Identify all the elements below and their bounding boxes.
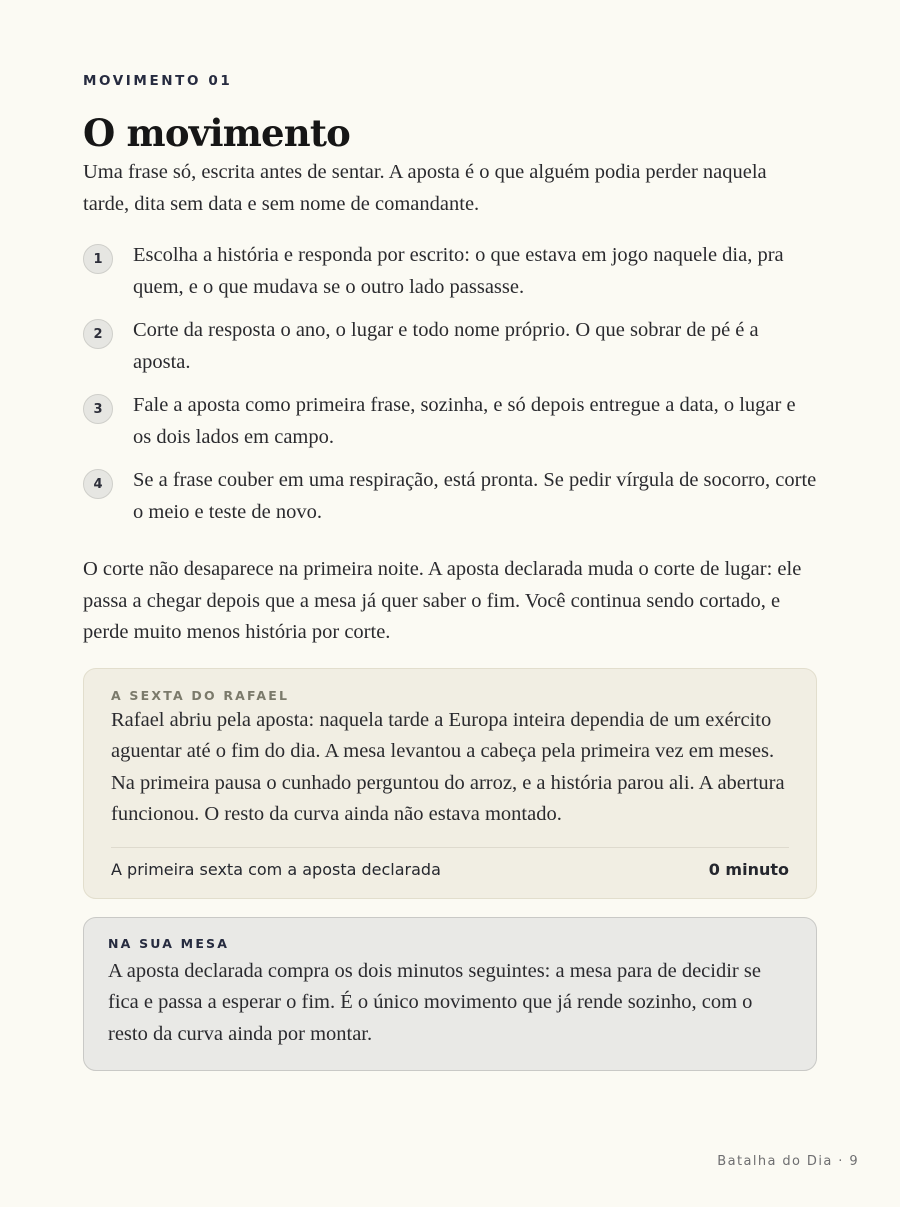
section-eyebrow: MOVIMENTO 01 [83,73,233,89]
case-study-paragraph: Na primeira pausa o cunhado perguntou do arroz, e a história parou ali. A abertura funcionou. O resto da curva ainda não estava montado. [111,771,785,825]
page-title: O movimento [83,111,351,155]
step-text: Se a frase couber em uma respiração, está pronta. Se pedir vírgula de socorro, corte o meio e teste de novo. [133,469,817,523]
case-study-footer-value: 0 minuto [708,859,789,879]
step-number-badge: 4 [83,469,113,499]
step-text: Escolha a história e responda por escrito: o que estava em jogo naquele dia, pra quem, e o que mudava se o outro lado passasse. [133,244,784,298]
step-number-badge: 2 [83,319,113,349]
case-study-paragraph: Rafael abriu pela aposta: naquela tarde a Europa inteira dependia de um exército aguentar até o fim do dia. A mesa levantou a cabeça pela primeira vez em meses. [111,708,775,762]
case-study-footer [111,847,789,879]
callout-label: NA SUA MESA [108,935,230,951]
step-number-badge: 1 [83,244,113,274]
step-number-badge: 3 [83,394,113,424]
case-study-footer-label: A primeira sexta com a aposta declarada [111,859,441,879]
step-text: Corte da resposta o ano, o lugar e todo nome próprio. O que sobrar de pé é a aposta. [133,319,759,373]
steps-list [83,240,817,528]
list-item [83,465,817,528]
list-item [83,390,817,453]
page-content [83,71,817,1071]
page-footer: Batalha do Dia · 9 [717,1154,859,1169]
case-study-label: A SEXTA DO RAFAEL [111,687,290,703]
callout-note [83,917,817,1072]
case-study-card [83,668,817,899]
list-item [83,240,817,303]
step-text: Fale a aposta como primeira frase, sozinha, e só depois entregue a data, o lugar e os dois lados em campo. [133,394,796,448]
body-paragraph: O corte não desaparece na primeira noite. A aposta declarada muda o corte de lugar: ele passa a chegar depois que a mesa já quer saber o fim. Você continua sendo cortado, e perde muito menos história por corte. [83,558,802,643]
callout-text: A aposta declarada compra os dois minutos seguintes: a mesa para de decidir se fica e passa a esperar o fim. É o único movimento que já rende sozinho, com o resto da curva ainda por montar. [108,959,761,1045]
lead-paragraph: Uma frase só, escrita antes de sentar. A aposta é o que alguém podia perder naquela tarde, dita sem data e sem nome de comandante. [83,161,767,215]
list-item [83,315,817,378]
